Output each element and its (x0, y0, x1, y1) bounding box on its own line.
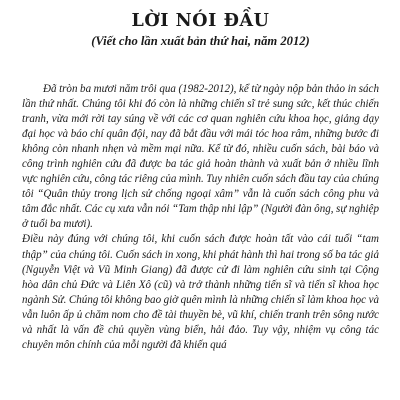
paragraph-1: Đã tròn ba mươi năm trôi qua (1982-2012), kể từ ngày nộp bản thảo in sách lần thứ nhất. Chúng tôi khi đó còn là những chiến sĩ trẻ sung sức, kết thúc chiến tranh, vừa mới rời tay súng về với các cơ quan nghiên cứu khoa học, giảng dạy đại học và báo chí quân đội, nay đã bắt đầu với mái tóc hoa râm, những bước đi không còn nhanh nhẹn và mềm mại nữa. Kể từ đó, nhiều cuốn sách, bài báo và công trình nghiên cứu đã được ba tác giả hoàn thành và xuất bản ở nhiều lĩnh vực nghiên cứu, công tác riêng của mình. Tuy nhiên cuốn sách đầu tay của chúng tôi “Quân thủy trong lịch sử chống ngoại xâm” vẫn là cuốn sách công phu và tâm đắc nhất. Các cụ xưa vẫn nói “Tam thập nhi lập” (Người đàn ông, sự nghiệp ở tuổi ba mươi). (22, 83, 379, 231)
page-subtitle: (Viết cho lần xuất bản thứ hai, năm 2012) (91, 34, 310, 48)
page-title: LỜI NÓI ĐẦU (131, 11, 270, 31)
paragraph-2: Điều này đúng với chúng tôi, khi cuốn sách được hoàn tất vào cái tuổi “tam thập” của chúng tôi. Cuốn sách in xong, khi phát hành thì hai trong số ba tác giả (Nguyễn Việt và Vũ Minh Giang) đã được cử đi làm nghiên cứu sinh tại Cộng hòa dân chủ Đức và Liên Xô (cũ) và trở thành những tiến sĩ và tiến sĩ khoa học ngành Sử. Chúng tôi không bao giờ quên mình là những chiến sĩ làm khoa học và vẫn luôn ấp ủ chăm nom cho đề tài thuyền bè, vũ khí, chiến tranh trên sông nước và nhất là vấn đề chủ quyền vùng biển, hải đảo. Tuy vậy, nhiệm vụ công tác chuyên môn chính của mỗi người đã khiến quá (22, 233, 379, 351)
document-body (22, 82, 379, 353)
